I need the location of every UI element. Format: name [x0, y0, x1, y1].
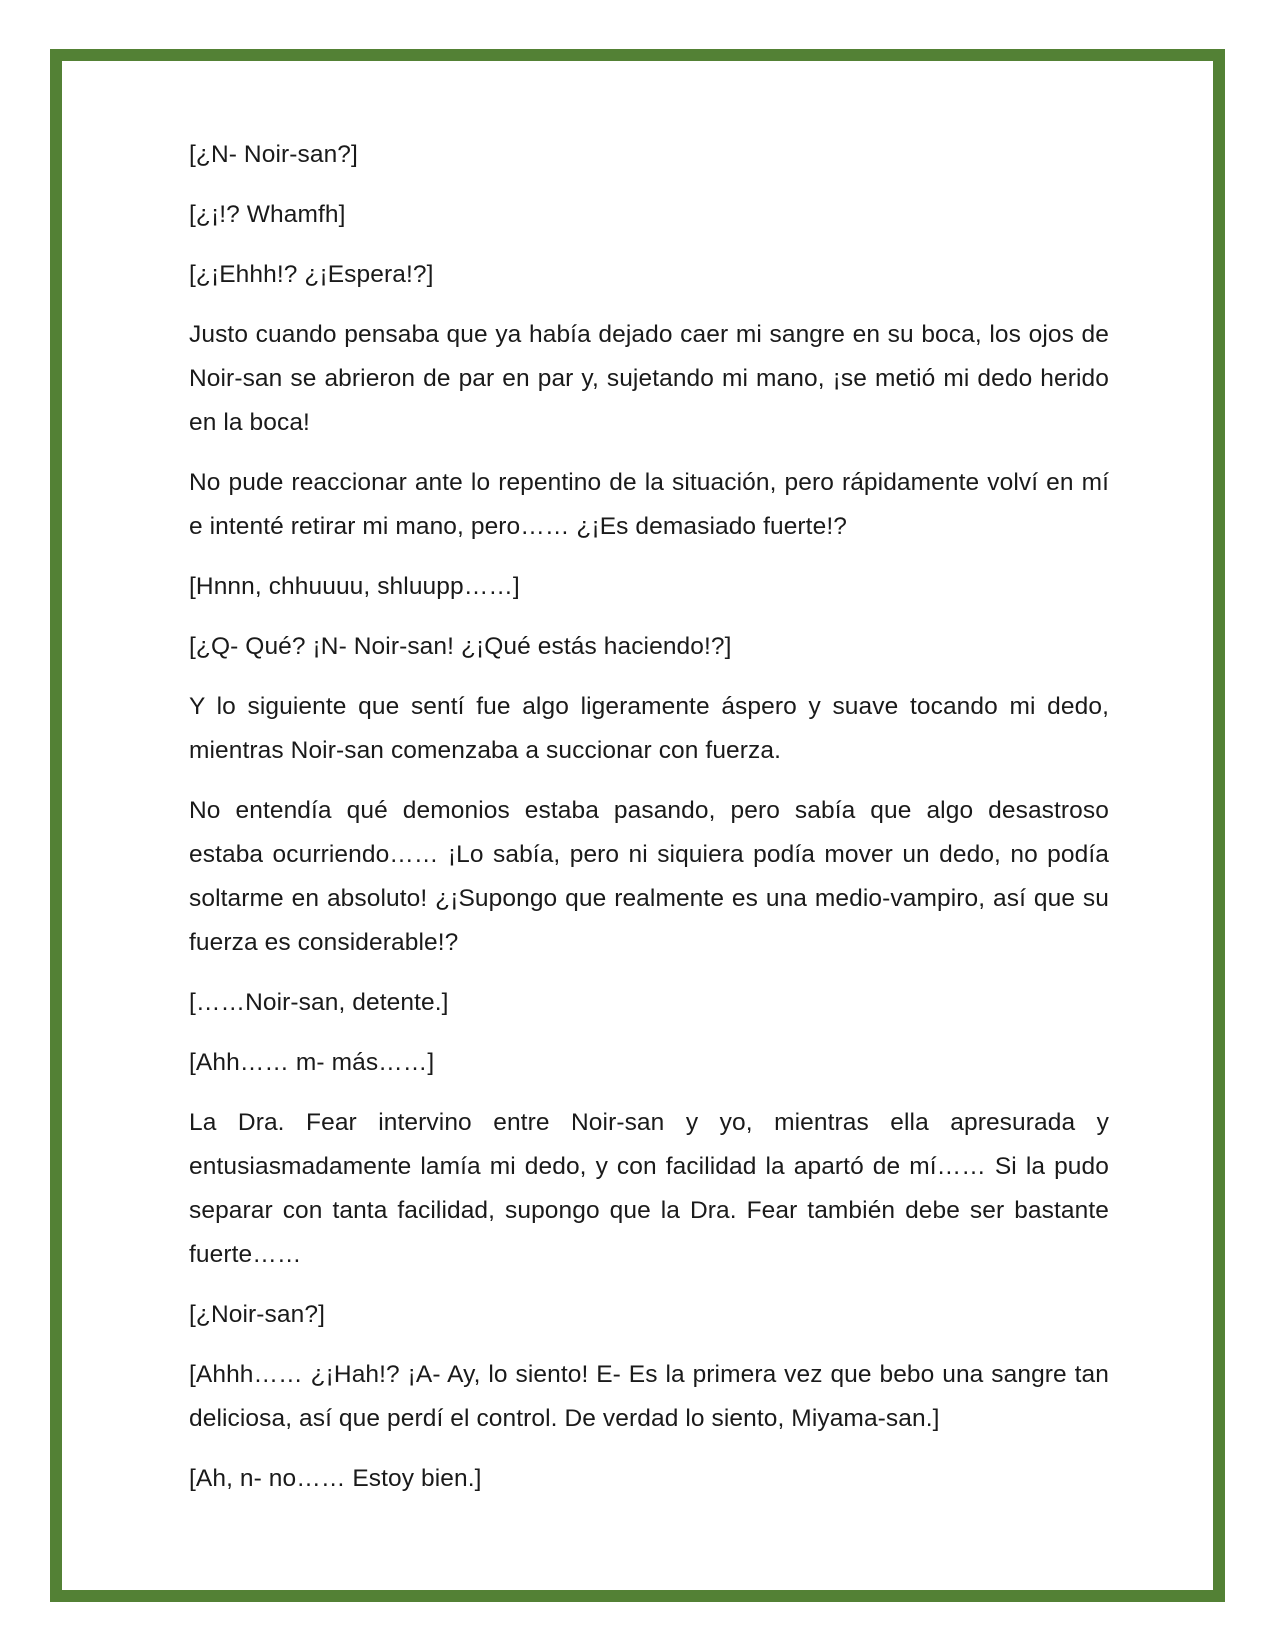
- page-border-frame: [50, 49, 1225, 1602]
- dialogue-line: [¿¡Ehhh!? ¿¡Espera!?]: [189, 261, 434, 288]
- dialogue-line: [Ahh…… m- más……]: [189, 1049, 435, 1076]
- dialogue-line: [¿¡!? Whamfh]: [189, 201, 346, 228]
- dialogue-line: [¿N- Noir-san?]: [189, 141, 358, 168]
- narration-paragraph: Y lo siguiente que sentí fue algo ligeramente áspero y suave tocando mi dedo, mientras Noir-san comenzaba a succionar con fuerza.: [189, 693, 1109, 764]
- dialogue-line: [Hnnn, chhuuuu, shluupp……]: [189, 573, 520, 600]
- narration-paragraph: Justo cuando pensaba que ya había dejado caer mi sangre en su boca, los ojos de Noir-san se abrieron de par en par y, sujetando mi mano, ¡se metió mi dedo herido en la boca!: [189, 321, 1109, 436]
- narration-paragraph: No entendía qué demonios estaba pasando, pero sabía que algo desastroso estaba ocurriendo…… ¡Lo sabía, pero ni siquiera podía mover un dedo, no podía soltarme en absoluto! ¿¡Supongo que realmente es una medio-vampiro, así que su fuerza es considerable!?: [189, 797, 1109, 956]
- document-body: [189, 133, 1109, 1517]
- dialogue-line: [……Noir-san, detente.]: [189, 989, 449, 1016]
- dialogue-line: [Ah, n- no…… Estoy bien.]: [189, 1465, 482, 1492]
- dialogue-line: [¿Q- Qué? ¡N- Noir-san! ¿¡Qué estás haciendo!?]: [189, 633, 732, 660]
- dialogue-line: [Ahhh…… ¿¡Hah!? ¡A- Ay, lo siento! E- Es la primera vez que bebo una sangre tan deliciosa, así que perdí el control. De verdad lo siento, Miyama-san.]: [189, 1361, 1109, 1432]
- narration-paragraph: La Dra. Fear intervino entre Noir-san y yo, mientras ella apresurada y entusiasmadamente lamía mi dedo, y con facilidad la apartó de mí…… Si la pudo separar con tanta facilidad, supongo que la Dra. Fear también debe ser bastante fuerte……: [189, 1109, 1109, 1268]
- narration-paragraph: No pude reaccionar ante lo repentino de la situación, pero rápidamente volví en mí e intenté retirar mi mano, pero…… ¿¡Es demasiado fuerte!?: [189, 469, 1109, 540]
- dialogue-line: [¿Noir-san?]: [189, 1301, 325, 1328]
